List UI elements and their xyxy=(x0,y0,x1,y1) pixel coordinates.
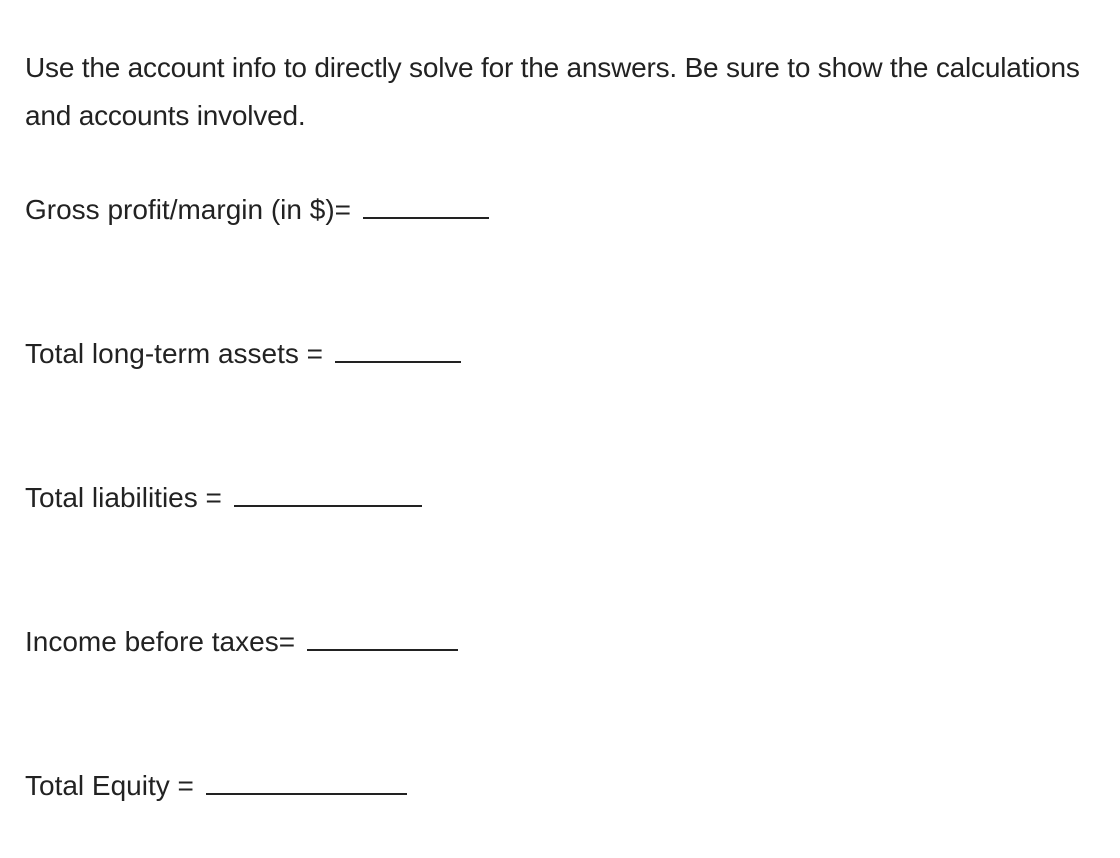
question-label: Total long-term assets = xyxy=(25,338,324,369)
question-label: Total Equity = xyxy=(25,770,194,801)
question-long-term-assets xyxy=(25,337,461,371)
answer-blank[interactable] xyxy=(307,627,458,651)
question-label: Income before taxes= xyxy=(25,626,296,657)
answer-blank[interactable] xyxy=(206,771,407,795)
question-label: Total liabilities = xyxy=(25,482,222,513)
question-gross-profit xyxy=(25,193,489,227)
question-total-liabilities xyxy=(25,481,422,515)
question-total-equity xyxy=(25,769,407,803)
question-label: Gross profit/margin (in $)= xyxy=(25,194,351,225)
answer-blank[interactable] xyxy=(234,483,422,507)
instructions-text: Use the account info to directly solve for the answers. Be sure to show the calculations and accounts involved. xyxy=(25,52,1080,131)
answer-blank[interactable] xyxy=(335,339,461,363)
question-income-before-taxes xyxy=(25,625,458,659)
answer-blank[interactable] xyxy=(363,195,489,219)
